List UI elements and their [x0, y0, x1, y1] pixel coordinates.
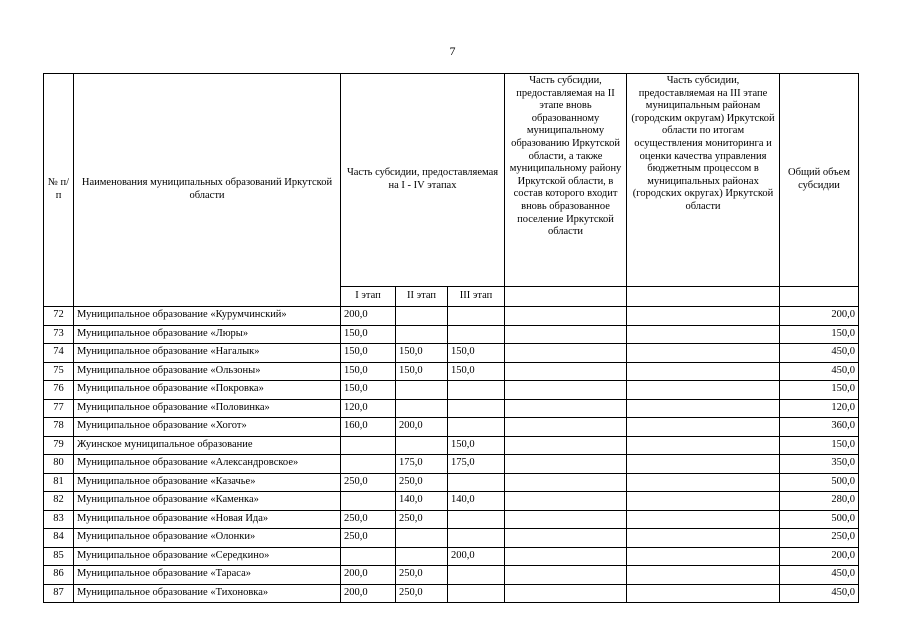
part-stage3-value [627, 344, 780, 363]
table-header [44, 74, 859, 307]
part-stage2-value [505, 418, 627, 437]
stage-1-value [341, 436, 396, 455]
part-stage3-value [627, 473, 780, 492]
part-stage2-value [505, 547, 627, 566]
municipality-name: Муниципальное образование «Тихоновка» [74, 584, 341, 603]
part-stage2-value [505, 325, 627, 344]
row-number: 87 [44, 584, 74, 603]
total-value: 450,0 [780, 566, 859, 585]
part-stage2-value [505, 307, 627, 326]
row-number: 72 [44, 307, 74, 326]
row-number: 73 [44, 325, 74, 344]
stage-3-value: 150,0 [448, 344, 505, 363]
total-value: 500,0 [780, 473, 859, 492]
total-value: 150,0 [780, 325, 859, 344]
stage-1-value: 250,0 [341, 510, 396, 529]
row-number: 85 [44, 547, 74, 566]
table-body [44, 307, 859, 603]
part-stage2-value [505, 492, 627, 511]
part-stage2-value [505, 399, 627, 418]
header-total-sub [780, 287, 859, 307]
part-stage3-value [627, 362, 780, 381]
stage-1-value: 200,0 [341, 307, 396, 326]
table-row [44, 547, 859, 566]
total-value: 250,0 [780, 529, 859, 548]
part-stage3-value [627, 418, 780, 437]
part-stage2-value [505, 584, 627, 603]
stage-1-value: 150,0 [341, 381, 396, 400]
table-row [44, 344, 859, 363]
table-row [44, 399, 859, 418]
stage-1-value [341, 492, 396, 511]
stage-3-value [448, 325, 505, 344]
stage-1-value: 200,0 [341, 566, 396, 585]
stage-3-value [448, 566, 505, 585]
stage-2-value [396, 399, 448, 418]
part-stage3-value [627, 307, 780, 326]
part-stage3-value [627, 566, 780, 585]
total-value: 120,0 [780, 399, 859, 418]
part-stage3-value [627, 529, 780, 548]
municipality-name: Жуинское муниципальное образование [74, 436, 341, 455]
table-row [44, 529, 859, 548]
table-row [44, 307, 859, 326]
stage-3-value: 140,0 [448, 492, 505, 511]
row-number: 83 [44, 510, 74, 529]
stage-3-value: 175,0 [448, 455, 505, 474]
stage-2-value: 250,0 [396, 510, 448, 529]
stage-3-value [448, 473, 505, 492]
part-stage3-value [627, 436, 780, 455]
stage-2-value: 250,0 [396, 566, 448, 585]
header-part-stage2-sub [505, 287, 627, 307]
municipality-name: Муниципальное образование «Александровское» [74, 455, 341, 474]
total-value: 200,0 [780, 547, 859, 566]
total-value: 450,0 [780, 344, 859, 363]
header-part-stage3-sub [627, 287, 780, 307]
part-stage3-value [627, 381, 780, 400]
stage-3-value [448, 584, 505, 603]
part-stage2-value [505, 436, 627, 455]
stage-1-value [341, 547, 396, 566]
stage-3-value: 150,0 [448, 362, 505, 381]
stage-2-value: 250,0 [396, 584, 448, 603]
stage-3-value [448, 529, 505, 548]
stage-1-value: 150,0 [341, 325, 396, 344]
stage-2-value [396, 529, 448, 548]
municipality-name: Муниципальное образование «Покровка» [74, 381, 341, 400]
header-name: Наименования муниципальных образований Иркутской области [74, 74, 341, 307]
row-number: 81 [44, 473, 74, 492]
part-stage3-value [627, 584, 780, 603]
table-row [44, 362, 859, 381]
municipality-name: Муниципальное образование «Новая Ида» [74, 510, 341, 529]
table-row [44, 455, 859, 474]
part-stage3-value [627, 492, 780, 511]
stage-1-value: 150,0 [341, 344, 396, 363]
table-row [44, 325, 859, 344]
stage-1-value: 250,0 [341, 473, 396, 492]
stage-2-value [396, 325, 448, 344]
table-row [44, 510, 859, 529]
total-value: 450,0 [780, 584, 859, 603]
stage-1-value: 200,0 [341, 584, 396, 603]
stage-2-value: 200,0 [396, 418, 448, 437]
header-stage-3: III этап [448, 287, 505, 307]
part-stage3-value [627, 399, 780, 418]
stage-2-value: 150,0 [396, 362, 448, 381]
stage-3-value [448, 307, 505, 326]
table-row [44, 566, 859, 585]
municipality-name: Муниципальное образование «Олонки» [74, 529, 341, 548]
row-number: 77 [44, 399, 74, 418]
stage-2-value: 140,0 [396, 492, 448, 511]
row-number: 79 [44, 436, 74, 455]
total-value: 360,0 [780, 418, 859, 437]
municipality-name: Муниципальное образование «Люры» [74, 325, 341, 344]
part-stage2-value [505, 473, 627, 492]
stage-3-value [448, 399, 505, 418]
part-stage2-value [505, 566, 627, 585]
row-number: 76 [44, 381, 74, 400]
part-stage2-value [505, 455, 627, 474]
table-row [44, 584, 859, 603]
row-number: 84 [44, 529, 74, 548]
stage-2-value: 150,0 [396, 344, 448, 363]
table-row [44, 492, 859, 511]
part-stage2-value [505, 381, 627, 400]
row-number: 74 [44, 344, 74, 363]
total-value: 150,0 [780, 436, 859, 455]
total-value: 500,0 [780, 510, 859, 529]
municipality-name: Муниципальное образование «Половинка» [74, 399, 341, 418]
total-value: 450,0 [780, 362, 859, 381]
part-stage2-value [505, 510, 627, 529]
stage-3-value: 150,0 [448, 436, 505, 455]
header-number: № п/п [44, 74, 74, 307]
row-number: 80 [44, 455, 74, 474]
stage-3-value [448, 381, 505, 400]
total-value: 350,0 [780, 455, 859, 474]
part-stage2-value [505, 344, 627, 363]
municipality-name: Муниципальное образование «Хогот» [74, 418, 341, 437]
municipality-name: Муниципальное образование «Нагалык» [74, 344, 341, 363]
municipality-name: Муниципальное образование «Середкино» [74, 547, 341, 566]
subsidy-table [43, 73, 859, 603]
total-value: 280,0 [780, 492, 859, 511]
header-part-stage2: Часть субсидии, предоставляемая на II этапе вновь образованному муниципальному образованию Иркутской области, а также муниципальному району Иркутской области, в состав которого входит вновь образованное поселение Иркутской области [505, 74, 627, 287]
municipality-name: Муниципальное образование «Тараса» [74, 566, 341, 585]
part-stage3-value [627, 455, 780, 474]
total-value: 150,0 [780, 381, 859, 400]
header-total: Общий объем субсидии [780, 74, 859, 287]
row-number: 78 [44, 418, 74, 437]
stage-2-value: 175,0 [396, 455, 448, 474]
table-row [44, 473, 859, 492]
stage-2-value [396, 436, 448, 455]
header-stage-2: II этап [396, 287, 448, 307]
stage-1-value: 150,0 [341, 362, 396, 381]
table-row [44, 418, 859, 437]
header-stage-1: I этап [341, 287, 396, 307]
row-number: 75 [44, 362, 74, 381]
row-number: 82 [44, 492, 74, 511]
table-row [44, 381, 859, 400]
part-stage3-value [627, 547, 780, 566]
stage-2-value: 250,0 [396, 473, 448, 492]
stage-1-value: 160,0 [341, 418, 396, 437]
stage-3-value: 200,0 [448, 547, 505, 566]
municipality-name: Муниципальное образование «Ользоны» [74, 362, 341, 381]
part-stage2-value [505, 362, 627, 381]
stage-3-value [448, 418, 505, 437]
stage-1-value: 120,0 [341, 399, 396, 418]
part-stage2-value [505, 529, 627, 548]
part-stage3-value [627, 325, 780, 344]
header-part-stage3: Часть субсидии, предоставляемая на III этапе муниципальным районам (городским округам) Иркутской области по итогам осуществления мониторинга и оценки качества управления бюджетным процессом в муниципальных районах (городских округах) Иркутской области [627, 74, 780, 287]
municipality-name: Муниципальное образование «Казачье» [74, 473, 341, 492]
part-stage3-value [627, 510, 780, 529]
stage-2-value [396, 307, 448, 326]
stage-1-value [341, 455, 396, 474]
header-stages: Часть субсидии, предоставляемая на I - IV этапах [341, 74, 505, 287]
stage-1-value: 250,0 [341, 529, 396, 548]
stage-2-value [396, 547, 448, 566]
page-number: 7 [449, 44, 456, 58]
stage-3-value [448, 510, 505, 529]
table-row [44, 436, 859, 455]
total-value: 200,0 [780, 307, 859, 326]
municipality-name: Муниципальное образование «Каменка» [74, 492, 341, 511]
stage-2-value [396, 381, 448, 400]
row-number: 86 [44, 566, 74, 585]
municipality-name: Муниципальное образование «Курумчинский» [74, 307, 341, 326]
